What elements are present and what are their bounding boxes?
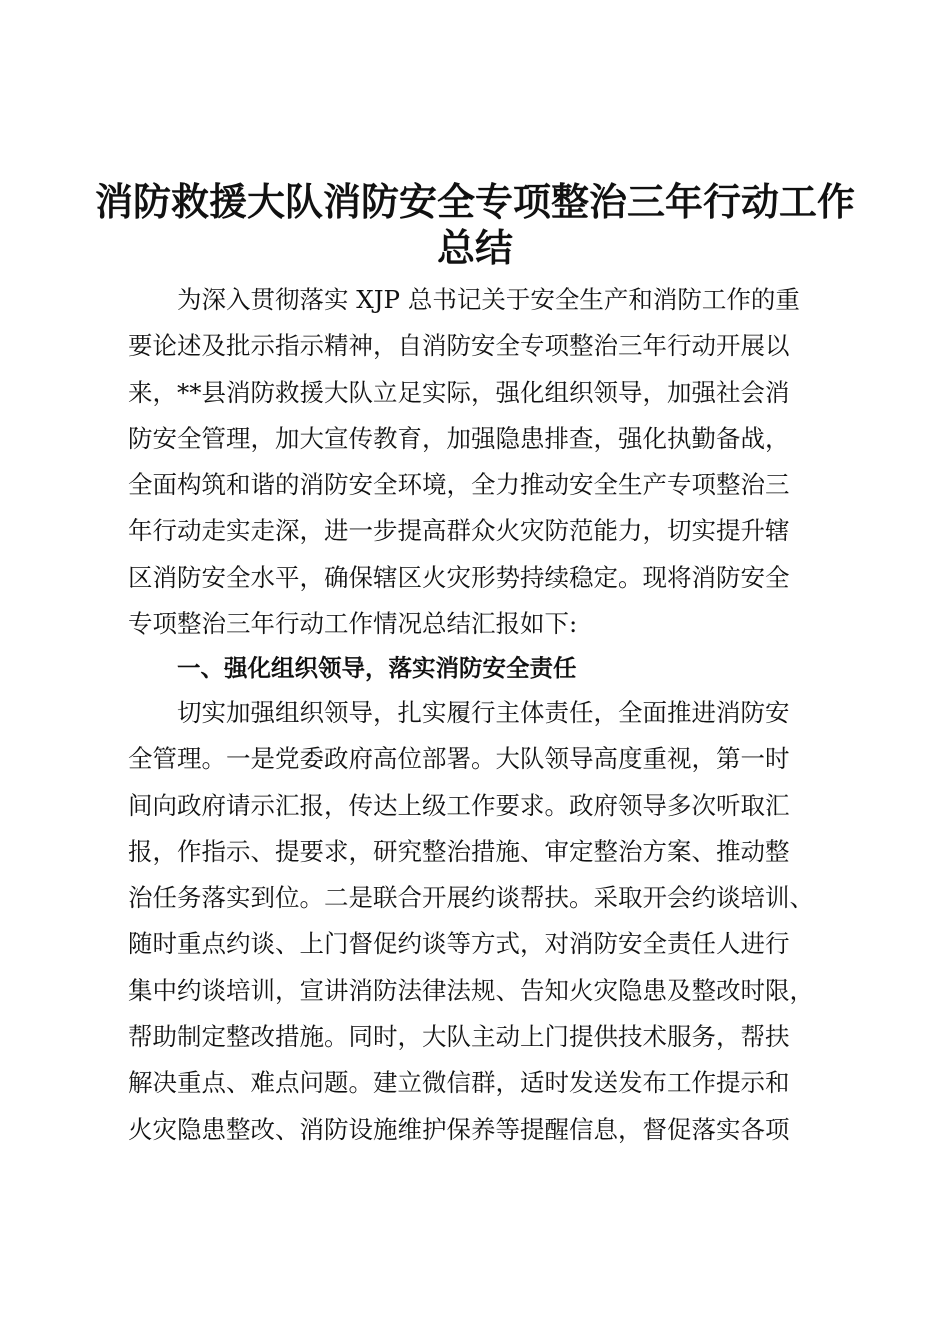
paragraph-line: 火灾隐患整改、消防设施维护保养等提醒信息，督促落实各项	[128, 1114, 790, 1144]
paragraph-line: 来，**县消防救援大队立足实际，强化组织领导，加强社会消	[128, 377, 790, 407]
document-title-line-1: 消防救援大队消防安全专项整治三年行动工作	[94, 179, 855, 224]
paragraph-line: 随时重点约谈、上门督促约谈等方式，对消防安全责任人进行	[128, 929, 790, 959]
paragraph-line: 帮助制定整改措施。同时，大队主动上门提供技术服务，帮扶	[128, 1022, 790, 1052]
paragraph-line: 要论述及批示指示精神，自消防安全专项整治三年行动开展以	[128, 331, 790, 361]
paragraph-line: 解决重点、难点问题。建立微信群，适时发送发布工作提示和	[128, 1068, 790, 1098]
paragraph-line: 为深入贯彻落实 XJP 总书记关于安全生产和消防工作的重	[177, 285, 800, 314]
section-1-heading: 一、强化组织领导，落实消防安全责任	[177, 654, 577, 682]
paragraph-line: 全面构筑和谐的消防安全环境，全力推动安全生产专项整治三	[128, 470, 790, 500]
paragraph-line: 切实加强组织领导，扎实履行主体责任，全面推进消防安	[177, 698, 790, 727]
section-1-paragraph	[128, 690, 828, 1153]
paragraph-line: 间向政府请示汇报，传达上级工作要求。政府领导多次听取汇	[128, 790, 790, 820]
paragraph-line: 年行动走实走深，进一步提高群众火灾防范能力，切实提升辖	[128, 516, 790, 546]
intro-paragraph	[128, 277, 828, 647]
paragraph-line: 报，作指示、提要求，研究整治措施、审定整治方案、推动整	[128, 836, 790, 866]
paragraph-line: 防安全管理，加大宣传教育，加强隐患排查，强化执勤备战，	[128, 423, 790, 453]
paragraph-line: 集中约谈培训，宣讲消防法律法规、告知火灾隐患及整改时限，	[128, 975, 814, 1005]
paragraph-line: 区消防安全水平，确保辖区火灾形势持续稳定。现将消防安全	[128, 562, 790, 592]
paragraph-line: 专项整治三年行动工作情况总结汇报如下:	[128, 609, 578, 639]
paragraph-line: 治任务落实到位。二是联合开展约谈帮扶。采取开会约谈培训、	[128, 883, 814, 913]
document-title-line-2: 总结	[436, 225, 513, 270]
paragraph-line: 全管理。一是党委政府高位部署。大队领导高度重视，第一时	[128, 744, 790, 774]
